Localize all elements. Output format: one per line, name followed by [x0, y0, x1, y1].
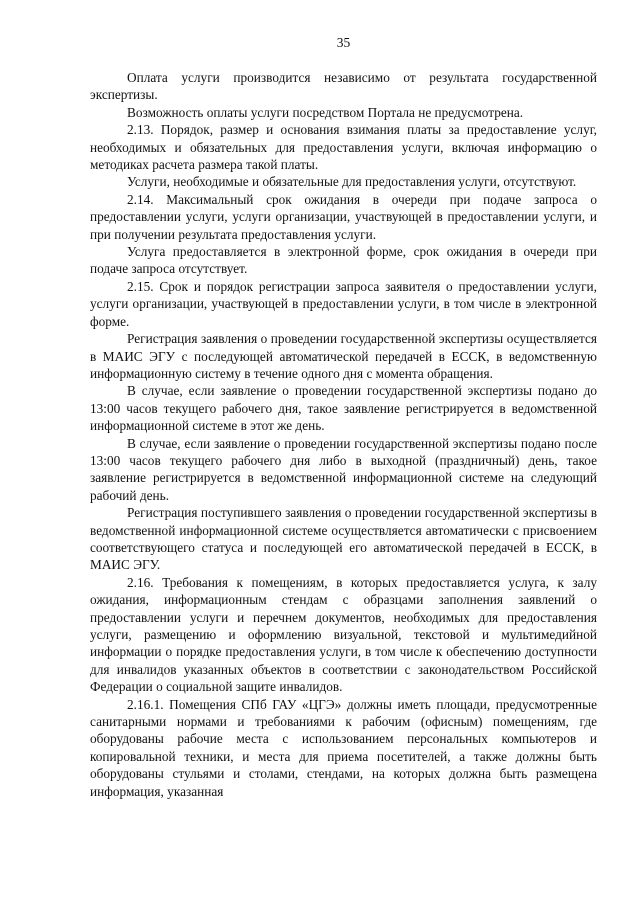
paragraph: 2.16. Требования к помещениям, в которых предоставляется услуга, к залу ожидания, информационным стендам с образцами заполнения заявлений о предоставлении услуги и перечнем документов, необходимых для предоставления услуги, размещению и оформлению визуальной, текстовой и мультимедийной информации о порядке предоставления услуги, в том числе к обеспечению доступности для инвалидов указанных объектов в соответствии с законодательством Российской Федерации о социальной защите инвалидов.: [90, 574, 597, 695]
paragraph: 2.16.1. Помещения СПб ГАУ «ЦГЭ» должны иметь площади, предусмотренные санитарными нормами и требованиями к рабочим (офисным) помещениям, где оборудованы рабочие места с использованием персональных компьютеров и копировальной техники, и места для приема посетителей, а также должны быть оборудованы стульями и столами, стендами, на которых должна быть размещена информация, указанная: [90, 696, 597, 799]
paragraph: Возможность оплаты услуги посредством Портала не предусмотрена.: [127, 104, 524, 120]
paragraph: Услуга предоставляется в электронной форме, срок ожидания в очереди при подаче запроса отсутствует.: [90, 244, 597, 277]
page-number: 35: [336, 35, 351, 50]
paragraph: В случае, если заявление о проведении государственной экспертизы подано до 13:00 часов текущего рабочего дня, такое заявление регистрируется в ведомственной информационной системе в этот же день.: [90, 383, 597, 434]
paragraph: 2.15. Срок и порядок регистрации запроса заявителя о предоставлении услуги, услуги организации, участвующей в предоставлении услуги, в том числе в электронной форме.: [90, 278, 597, 329]
paragraph: Оплата услуги производится независимо от результата государственной экспертизы.: [90, 70, 597, 103]
paragraph: Регистрация поступившего заявления о проведении государственной экспертизы в ведомственной информационной системе осуществляется автоматически с присвоением соответствующего статуса и последующей его автоматической передачей в ЕССК, в МАИС ЭГУ.: [90, 505, 597, 573]
paragraph: 2.13. Порядок, размер и основания взимания платы за предоставление услуг, необходимых и обязательных для предоставления услуги, включая информацию о методиках расчета размера такой платы.: [90, 122, 597, 173]
paragraph: В случае, если заявление о проведении государственной экспертизы подано после 13:00 часов текущего рабочего дня либо в выходной (праздничный) день, такое заявление регистрируется в ведомственной информационной системе на следующий рабочий день.: [90, 435, 597, 503]
paragraph: 2.14. Максимальный срок ожидания в очереди при подаче запроса о предоставлении услуги, услуги организации, участвующей в предоставлении услуги, и при получении результата предоставления услуги.: [90, 191, 597, 242]
paragraph: Регистрация заявления о проведении государственной экспертизы осуществляется в МАИС ЭГУ с последующей автоматической передачей в ЕССК, в ведомственную информационную систему в течение одного дня с момента обращения.: [90, 331, 597, 381]
paragraph: Услуги, необходимые и обязательные для предоставления услуги, отсутствуют.: [127, 174, 577, 190]
